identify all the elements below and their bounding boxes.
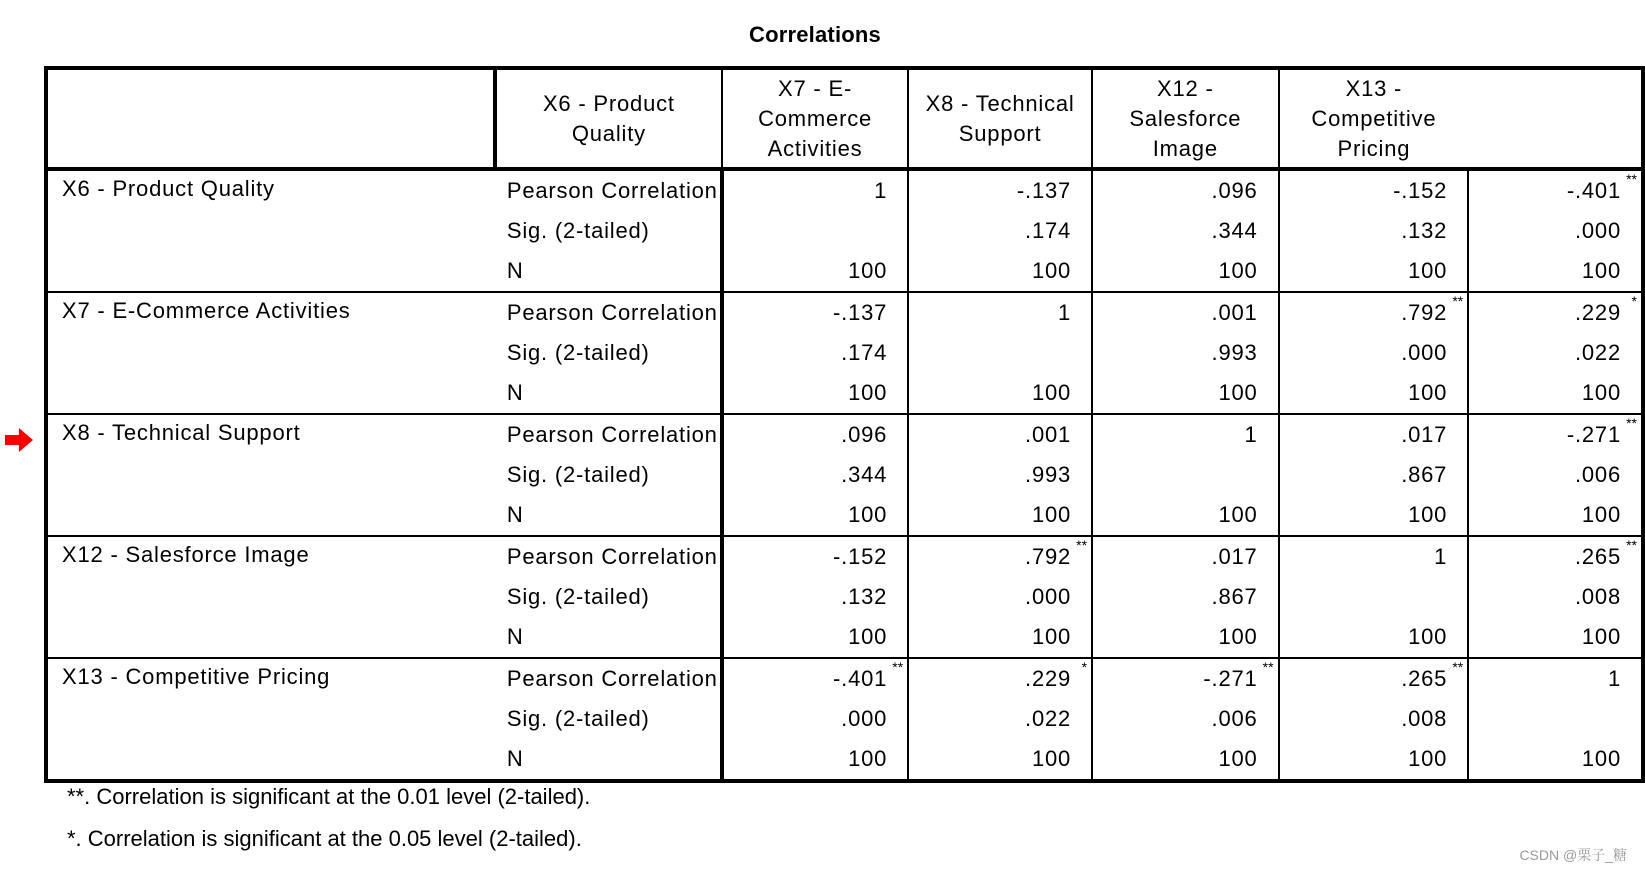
column-header xyxy=(1092,68,1279,169)
cell-value: -.137 xyxy=(1016,178,1072,203)
cell-value: 100 xyxy=(848,624,888,649)
cell-value: .008 xyxy=(1574,584,1621,609)
value-cell xyxy=(1468,414,1643,455)
value-cell xyxy=(1468,658,1643,699)
stat-label: Sig. (2-tailed) xyxy=(506,462,650,487)
stat-label: Pearson Correlation xyxy=(506,666,718,691)
value-cell xyxy=(1279,577,1469,617)
value-cell xyxy=(908,169,1092,211)
significance-flag: ** xyxy=(892,659,904,675)
variable-label: X6 - Product Quality xyxy=(62,176,275,201)
value-cell xyxy=(722,455,908,495)
value-cell xyxy=(1468,169,1643,211)
cell-value: 100 xyxy=(1408,258,1448,283)
cell-value: .022 xyxy=(1025,706,1072,731)
header-line: Support xyxy=(958,120,1042,146)
header-line: Activities xyxy=(767,135,863,161)
cell-value: -.271 xyxy=(1203,666,1258,691)
significance-flag: ** xyxy=(1262,659,1274,675)
correlations-table xyxy=(44,66,1645,783)
value-cell xyxy=(908,617,1092,658)
cell-value: 100 xyxy=(1581,258,1621,283)
cell-value: .022 xyxy=(1574,340,1621,365)
value-cell xyxy=(1092,739,1279,781)
variable-label: X13 - Competitive Pricing xyxy=(62,664,331,689)
value-cell xyxy=(1092,414,1279,455)
significance-flag: ** xyxy=(1452,293,1464,309)
column-header xyxy=(1279,68,1469,169)
value-cell xyxy=(1279,414,1469,455)
watermark: CSDN @栗子_糖 xyxy=(1519,847,1627,863)
cell-value: 100 xyxy=(1218,258,1258,283)
stat-label: Pearson Correlation xyxy=(506,544,718,569)
stat-label: N xyxy=(506,624,524,649)
value-cell xyxy=(1468,455,1643,495)
value-cell xyxy=(1092,292,1279,333)
value-cell xyxy=(1092,455,1279,495)
value-cell xyxy=(722,536,908,577)
cell-value: 100 xyxy=(1581,502,1621,527)
value-cell xyxy=(908,495,1092,536)
cell-value: .229 xyxy=(1574,300,1621,325)
value-cell xyxy=(722,292,908,333)
cell-value: .867 xyxy=(1401,462,1448,487)
table-row xyxy=(46,169,1643,211)
header-line: X6 - Product xyxy=(542,90,675,116)
cell-value: .132 xyxy=(1401,218,1448,243)
value-cell xyxy=(722,495,908,536)
stat-label: Pearson Correlation xyxy=(506,422,718,447)
value-cell xyxy=(908,699,1092,739)
value-cell xyxy=(1279,292,1469,333)
cell-value: 100 xyxy=(1408,624,1448,649)
column-header xyxy=(722,68,908,169)
cell-value: 100 xyxy=(1218,380,1258,405)
value-cell xyxy=(1468,739,1643,781)
value-cell xyxy=(722,658,908,699)
cell-value: 100 xyxy=(1031,746,1072,771)
cell-value: 1 xyxy=(1434,544,1448,569)
value-cell xyxy=(1092,699,1279,739)
cell-value: -.271 xyxy=(1566,422,1621,447)
cell-value: .006 xyxy=(1574,462,1621,487)
value-cell xyxy=(908,577,1092,617)
cell-value: .993 xyxy=(1211,340,1258,365)
cell-value: .017 xyxy=(1401,422,1448,447)
significance-flag: ** xyxy=(1076,537,1088,553)
significance-flag: ** xyxy=(1452,659,1464,675)
cell-value: 100 xyxy=(1031,258,1072,283)
stat-label: Sig. (2-tailed) xyxy=(506,340,650,365)
value-cell xyxy=(722,333,908,373)
header-line: X13 - xyxy=(1345,75,1403,101)
cell-value: 100 xyxy=(1408,380,1448,405)
value-cell xyxy=(1468,211,1643,251)
cell-value: 100 xyxy=(1031,624,1072,649)
cell-value: .174 xyxy=(841,340,888,365)
value-cell xyxy=(1279,333,1469,373)
significance-flag: ** xyxy=(1626,171,1637,187)
stat-label: N xyxy=(506,746,524,771)
value-cell xyxy=(1092,658,1279,699)
header-line: Pricing xyxy=(1337,135,1411,161)
cell-value: .001 xyxy=(1025,422,1072,447)
cell-value: -.137 xyxy=(833,300,888,325)
stat-label: Pearson Correlation xyxy=(506,178,718,203)
value-cell xyxy=(1092,536,1279,577)
value-cell xyxy=(1468,495,1643,536)
cell-value: .867 xyxy=(1211,584,1258,609)
header-line: Image xyxy=(1152,135,1218,161)
value-cell xyxy=(1468,536,1643,577)
value-cell xyxy=(1279,495,1469,536)
cell-value: .265 xyxy=(1401,666,1448,691)
value-cell xyxy=(722,699,908,739)
value-cell xyxy=(908,414,1092,455)
value-cell xyxy=(908,211,1092,251)
row-group xyxy=(46,536,1643,658)
stat-label: Sig. (2-tailed) xyxy=(506,584,650,609)
stat-label: N xyxy=(506,502,524,527)
table-row xyxy=(46,658,1643,699)
value-cell xyxy=(1279,739,1469,781)
header-line: X12 - xyxy=(1157,75,1214,101)
cell-value: 100 xyxy=(1408,746,1448,771)
cell-value: 100 xyxy=(848,258,888,283)
cell-value: .008 xyxy=(1401,706,1448,731)
value-cell xyxy=(722,414,908,455)
value-cell xyxy=(1279,536,1469,577)
cell-value: .000 xyxy=(841,706,888,731)
variable-label: X12 - Salesforce Image xyxy=(62,542,310,567)
value-cell xyxy=(1468,577,1643,617)
cell-value: 1 xyxy=(1607,666,1621,691)
stat-label: Sig. (2-tailed) xyxy=(506,706,650,731)
value-cell xyxy=(908,373,1092,414)
cell-value: 100 xyxy=(848,380,888,405)
variable-label: X7 - E-Commerce Activities xyxy=(62,298,351,323)
cell-value: .017 xyxy=(1211,544,1258,569)
cell-value: 100 xyxy=(1408,502,1448,527)
cell-value: .792 xyxy=(1025,544,1072,569)
value-cell xyxy=(1279,617,1469,658)
value-cell xyxy=(1092,495,1279,536)
value-cell xyxy=(722,373,908,414)
cell-value: 100 xyxy=(1581,624,1621,649)
column-header xyxy=(495,68,722,169)
cell-value: 100 xyxy=(848,502,888,527)
cell-value: .265 xyxy=(1574,544,1621,569)
cell-value: .344 xyxy=(841,462,888,487)
cell-value: .006 xyxy=(1211,706,1258,731)
value-cell xyxy=(1092,617,1279,658)
cell-value: .096 xyxy=(1211,178,1258,203)
table-row xyxy=(46,536,1643,577)
cell-value: 100 xyxy=(1218,502,1258,527)
value-cell xyxy=(908,333,1092,373)
cell-value: .174 xyxy=(1025,218,1072,243)
cell-value: -.401 xyxy=(1566,178,1621,203)
value-cell xyxy=(1468,373,1643,414)
header-line: Commerce xyxy=(758,105,873,131)
value-cell xyxy=(1092,169,1279,211)
cell-value: .001 xyxy=(1211,300,1258,325)
value-cell xyxy=(1092,211,1279,251)
value-cell xyxy=(722,739,908,781)
significance-flag: * xyxy=(1631,293,1637,309)
stat-label: Pearson Correlation xyxy=(506,300,718,325)
value-cell xyxy=(1092,251,1279,292)
value-cell xyxy=(908,658,1092,699)
cell-value: -.401 xyxy=(833,666,888,691)
value-cell xyxy=(1279,455,1469,495)
stat-label: N xyxy=(506,380,524,405)
row-group xyxy=(46,292,1643,414)
significance-flag: * xyxy=(1081,659,1088,675)
cell-value: 100 xyxy=(848,746,888,771)
value-cell xyxy=(1092,333,1279,373)
cell-value: .344 xyxy=(1211,218,1258,243)
cell-value: 1 xyxy=(1244,422,1258,447)
significance-flag: ** xyxy=(1626,537,1637,553)
value-cell xyxy=(1468,333,1643,373)
corner-cell xyxy=(46,68,495,169)
stat-label: N xyxy=(506,258,524,283)
header-row xyxy=(46,68,1643,169)
footnote-001: **. Correlation is significant at the 0.01 level (2-tailed). xyxy=(67,784,591,809)
red-arrow-icon xyxy=(5,428,33,452)
stat-label: Sig. (2-tailed) xyxy=(506,218,650,243)
value-cell xyxy=(908,292,1092,333)
value-cell xyxy=(1279,211,1469,251)
cell-value: 1 xyxy=(1058,300,1072,325)
cell-value: .132 xyxy=(841,584,888,609)
value-cell xyxy=(722,251,908,292)
cell-value: .993 xyxy=(1025,462,1072,487)
cell-value: 100 xyxy=(1031,502,1072,527)
value-cell xyxy=(1279,373,1469,414)
footnote-005: *. Correlation is significant at the 0.05 level (2-tailed). xyxy=(67,826,582,851)
cell-value: -.152 xyxy=(833,544,888,569)
table-row xyxy=(46,414,1643,455)
value-cell xyxy=(1468,251,1643,292)
value-cell xyxy=(1279,169,1469,211)
header-line: Competitive xyxy=(1311,105,1437,131)
value-cell xyxy=(1279,251,1469,292)
cell-value: 100 xyxy=(1581,746,1621,771)
cell-value: 100 xyxy=(1218,624,1258,649)
row-group xyxy=(46,658,1643,781)
row-group xyxy=(46,169,1643,292)
value-cell xyxy=(1468,292,1643,333)
cell-value: .000 xyxy=(1401,340,1448,365)
value-cell xyxy=(908,536,1092,577)
cell-value: 100 xyxy=(1581,380,1621,405)
value-cell xyxy=(722,577,908,617)
value-cell xyxy=(1279,699,1469,739)
cell-value: 1 xyxy=(874,178,888,203)
value-cell xyxy=(722,617,908,658)
cell-value: .000 xyxy=(1574,218,1621,243)
value-cell xyxy=(722,169,908,211)
significance-flag: ** xyxy=(1626,415,1637,431)
value-cell xyxy=(908,455,1092,495)
header-line: X7 - E- xyxy=(778,75,853,101)
value-cell xyxy=(1468,617,1643,658)
value-cell xyxy=(908,251,1092,292)
cell-value: -.152 xyxy=(1393,178,1448,203)
cell-value: .000 xyxy=(1025,584,1072,609)
table-row xyxy=(46,292,1643,333)
table-title: Correlations xyxy=(749,22,881,47)
value-cell xyxy=(722,211,908,251)
cell-value: 100 xyxy=(1031,380,1072,405)
value-cell xyxy=(1279,658,1469,699)
row-group xyxy=(46,414,1643,536)
column-header xyxy=(908,68,1092,169)
header-line: X8 - Technical xyxy=(925,90,1075,116)
header-line: Salesforce xyxy=(1129,105,1242,131)
value-cell xyxy=(1092,373,1279,414)
value-cell xyxy=(908,739,1092,781)
cell-value: .792 xyxy=(1401,300,1448,325)
value-cell xyxy=(1092,577,1279,617)
cell-value: .229 xyxy=(1025,666,1072,691)
cell-value: 100 xyxy=(1218,746,1258,771)
variable-label: X8 - Technical Support xyxy=(62,420,301,445)
cell-value: .096 xyxy=(841,422,888,447)
header-line: Quality xyxy=(571,120,646,146)
value-cell xyxy=(1468,699,1643,739)
